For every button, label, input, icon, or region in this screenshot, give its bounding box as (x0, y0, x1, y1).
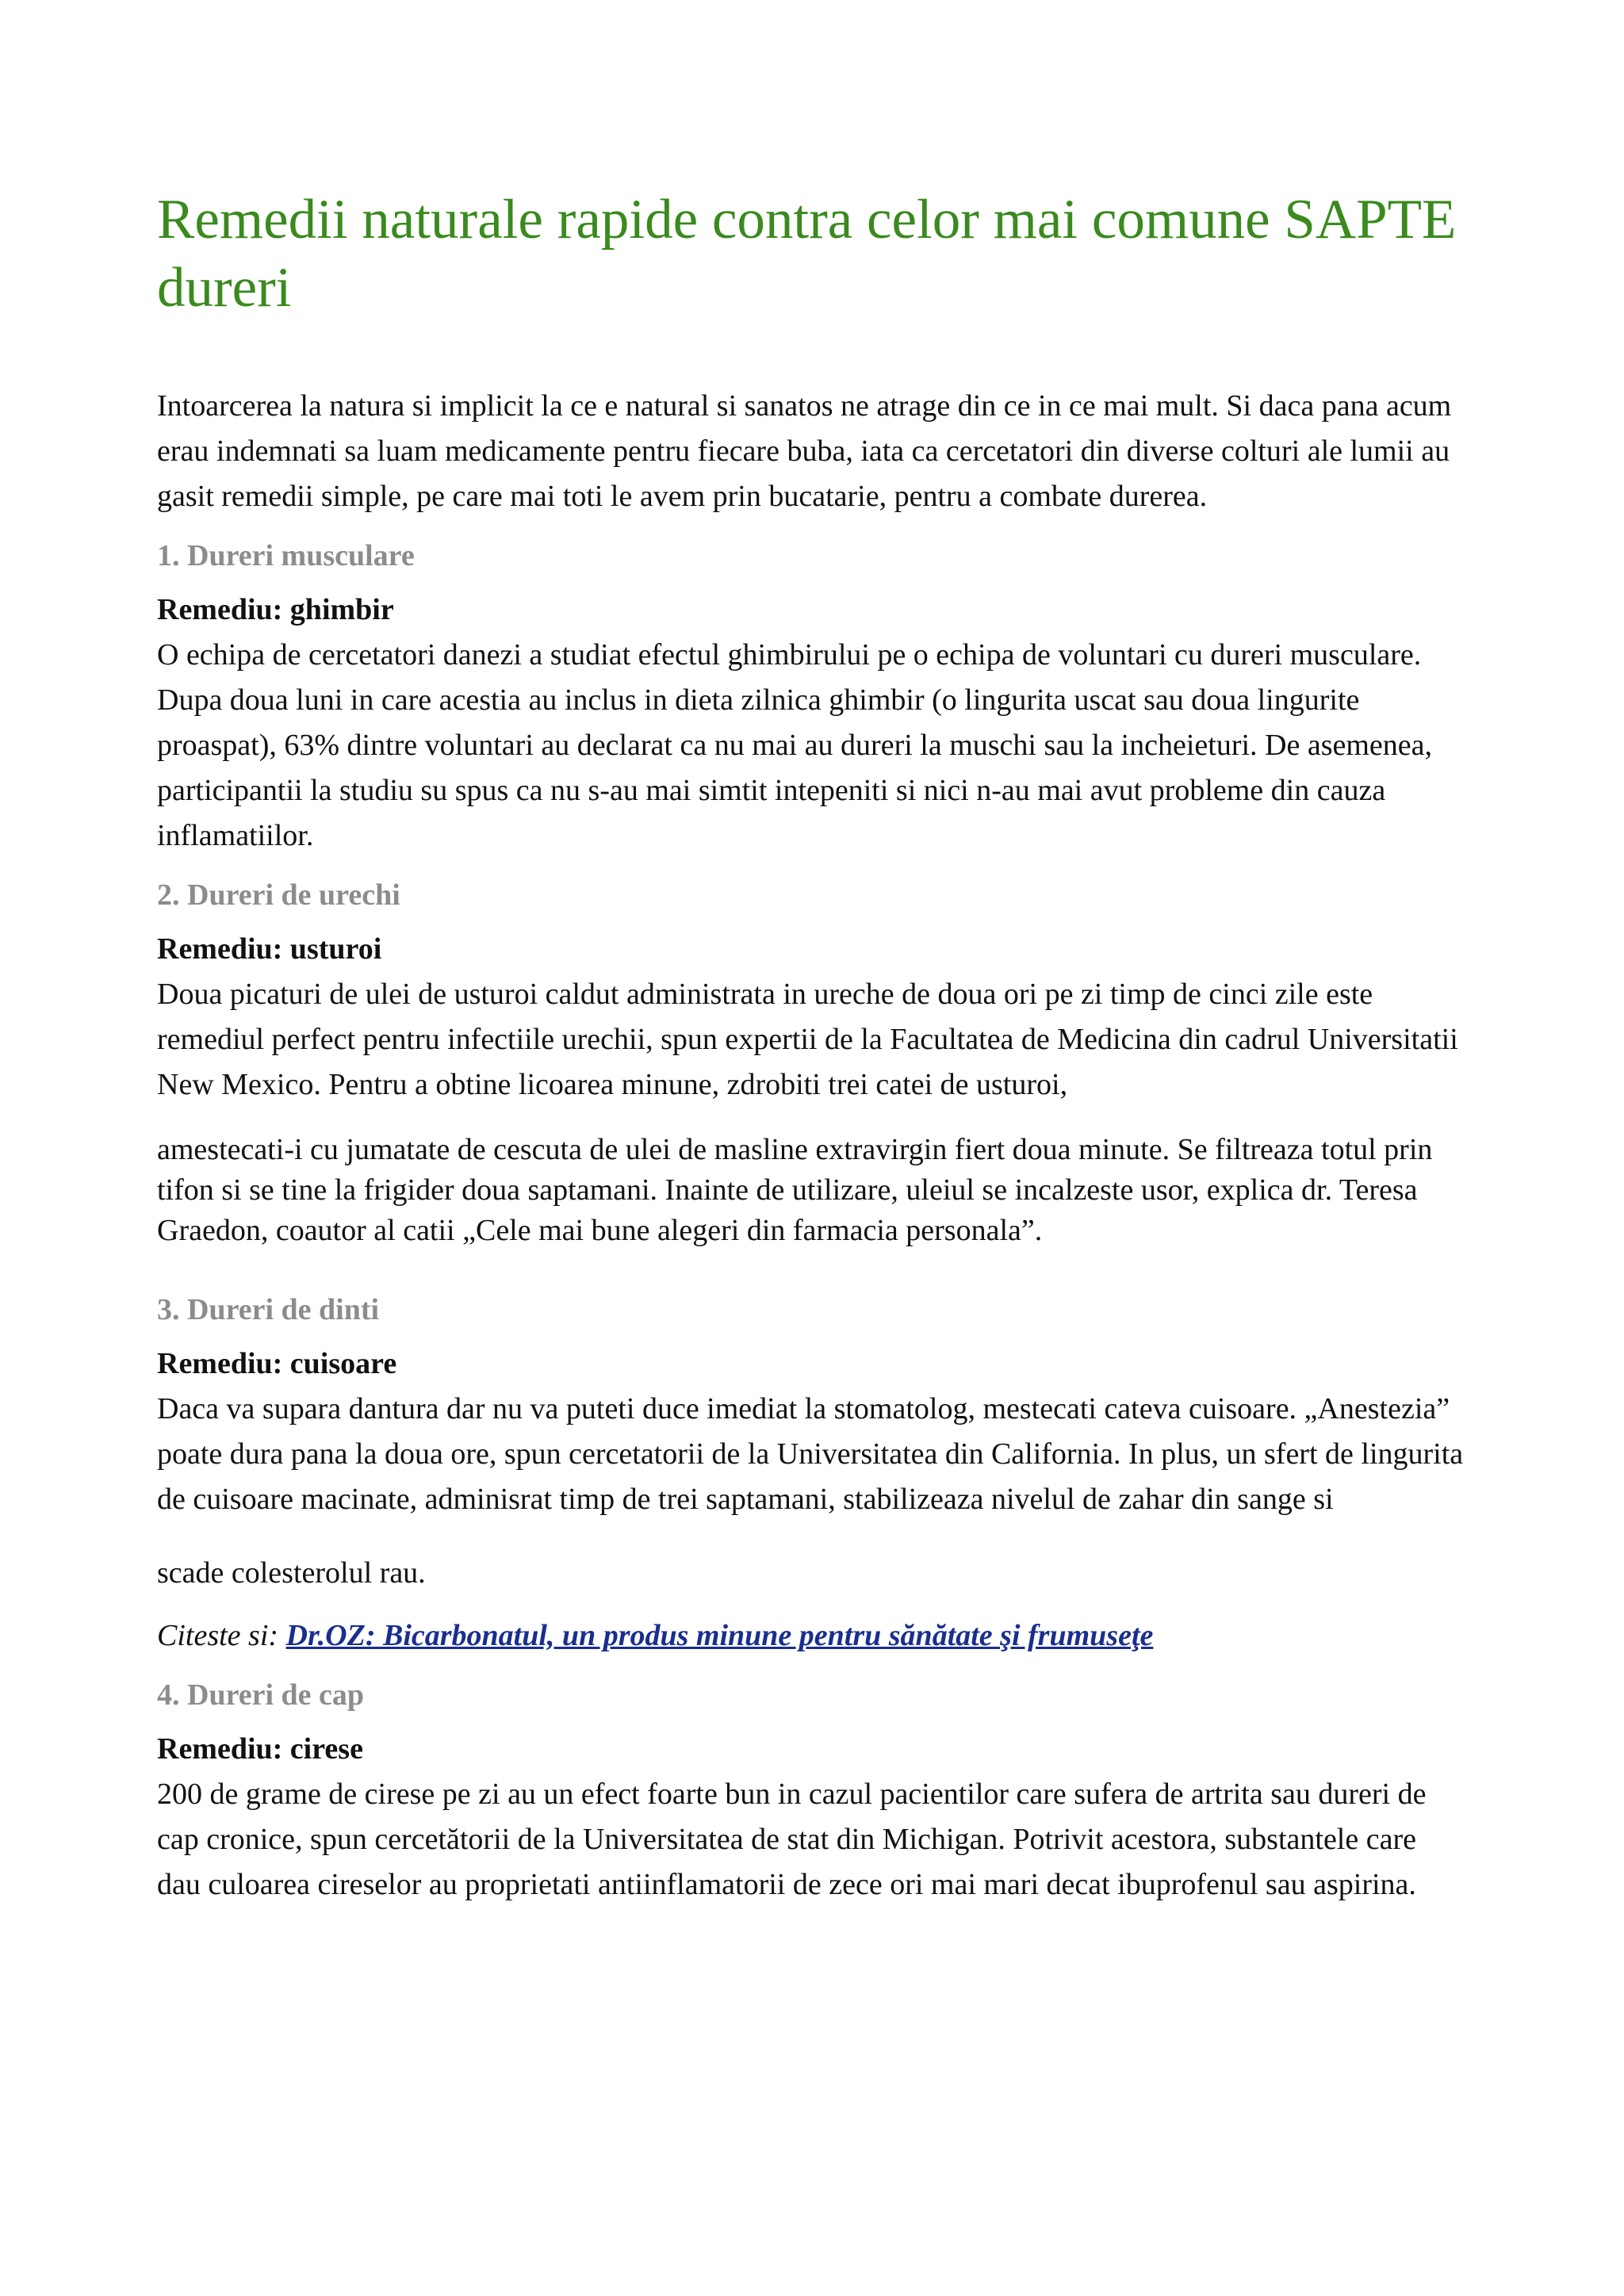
section-paragraph: Daca va supara dantura dar nu va puteti duce imediat la stomatolog, mestecati cateva cuisoare. „Anestezia” poate dura pana la doua ore, spun cercetatorii de la Universitatea din California. In plus, un sfert de lingurita de cuisoare macinate, adminisrat timp de trei saptamani, stabilizeaza nivelul de zahar din sange si (157, 1392, 1464, 1516)
section-paragraph: O echipa de cercetatori danezi a studiat efectul ghimbirului pe o echipa de voluntari cu dureri musculare. Dupa doua luni in care acestia au inclus in dieta zilnica ghimbir (o lingurita uscat sau doua lingurite proaspat), 63% dintre voluntari au declarat ca nu mai au dureri la muschi sau la incheieturi. De asemenea, participantii la studiu su spus ca nu s-au mai simtit intepeniti si nici n-au mai avut probleme din cauza inflamatiilor. (157, 638, 1433, 852)
section-paragraph: Doua picaturi de ulei de usturoi caldut administrata in ureche de doua ori pe zi timp de cinci zile este remediul perfect pentru infectiile urechii, spun expertii de la Facultatea de Medicina din cadrul Universitatii New Mexico. Pentru a obtine licoarea minune, zdrobiti trei catei de usturoi, (157, 978, 1458, 1101)
section-heading-ear-pain: 2. Dureri de urechi (157, 878, 400, 912)
read-also-prefix: Citeste si: (157, 1619, 286, 1652)
section-paragraph: amestecati-i cu jumatate de cescuta de ulei de masline extravirgin fiert doua minute. Se filtreaza totul prin tifon si se tine la frigider doua saptamani. Inainte de utilizare, uleiul se incalzeste usor, explica dr. Teresa Graedon, coautor al catii „Cele mai bune alegeri din farmacia personala”. (157, 1133, 1433, 1247)
paragraph-spacer (157, 1108, 1465, 1130)
remedy-label-ginger: Remediu: ghimbir (157, 593, 394, 626)
remedy-label-cherries: Remediu: cirese (157, 1732, 363, 1766)
paragraph-spacer (157, 1522, 1465, 1551)
paragraph-spacer (157, 1251, 1465, 1273)
section-paragraph: 200 de grame de cirese pe zi au un efect foarte bun in cazul pacientilor care sufera de artrita sau dureri de cap cronice, spun cercetătorii de la Universitatea de stat din Michigan. Potrivit acestora, substantele care dau culoarea cireselor au proprietati antiinflamatorii de zece ori mai mari decat ibuprofenul sau aspirina. (157, 1777, 1427, 1901)
remedy-label-garlic: Remediu: usturoi (157, 932, 382, 966)
section-heading-headache: 4. Dureri de cap (157, 1678, 365, 1712)
section-heading-muscle-pain: 1. Dureri musculare (157, 539, 415, 572)
section-paragraph: scade colesterolul rau. (157, 1556, 426, 1590)
remedy-label-cloves: Remediu: cuisoare (157, 1347, 397, 1380)
intro-paragraph: Intoarcerea la natura si implicit la ce e natural si sanatos ne atrage din ce in ce mai mult. Si daca pana acum erau indemnati sa luam medicamente pentru fiecare buba, iata ca cercetatori din diverse colturi ale lumii au gasit remedii simple, pe care mai toti le avem prin bucatarie, pentru a combate durerea. (157, 389, 1452, 513)
read-also-link[interactable]: Dr.OZ: Bicarbonatul, un produs minune pentru sănătate şi frumuseţe (285, 1619, 1154, 1652)
page-title: Remedii naturale rapide contra celor mai comune SAPTE dureri (157, 189, 1457, 319)
section-heading-tooth-pain: 3. Dureri de dinti (157, 1293, 380, 1326)
read-also-line (157, 1613, 1465, 1659)
